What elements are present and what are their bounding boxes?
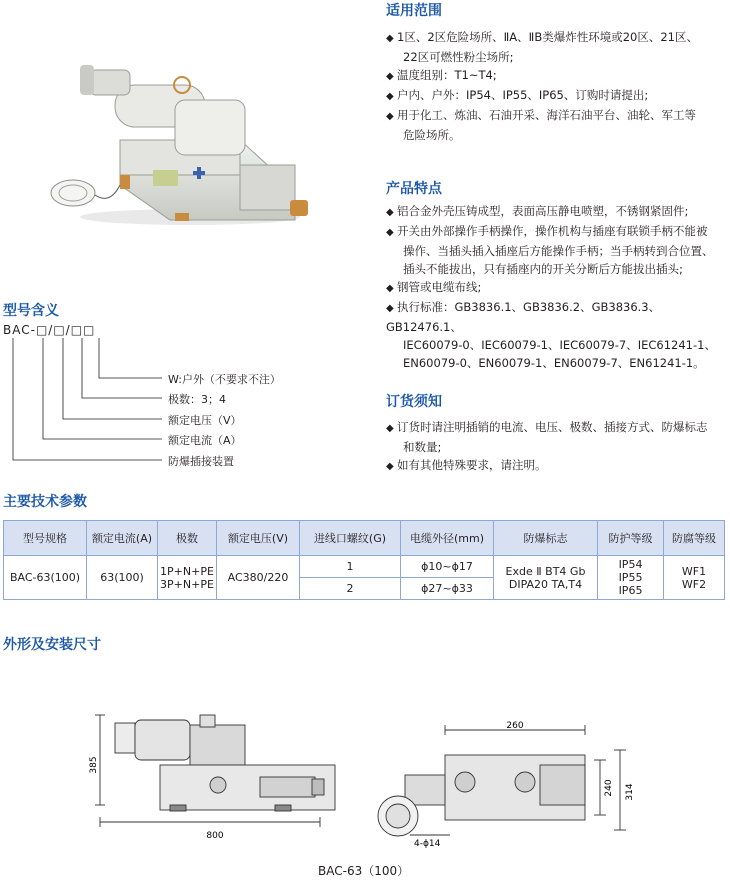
list-item-text: 温度组别：T1~T4; (397, 68, 497, 82)
list-item (386, 336, 726, 354)
protection-value: IP54 (618, 558, 643, 571)
protection-cell (598, 556, 664, 600)
list-item-text: 铝合金外壳压铸成型，表面高压静电喷塑，不锈钢紧固件; (397, 204, 689, 218)
header-cell: 防腐等级 (664, 521, 725, 556)
list-item-text: 订货时请注明插销的电流、电压、极数、插接方式、防爆标志 (397, 420, 708, 434)
dims-title: 外形及安装尺寸 (3, 637, 101, 653)
corrosion-value: WF2 (681, 577, 707, 591)
header-cell: 防爆标志 (494, 521, 598, 556)
header-cell: 额定电压(V) (217, 521, 300, 556)
exmark-cell (494, 556, 598, 600)
dim-top-width-label: 260 (506, 721, 524, 731)
list-item (386, 354, 726, 372)
bullet-icon: ◆ (386, 423, 394, 434)
header-cell: 型号规格 (4, 521, 87, 556)
poles-value: 3P+N+PE (160, 577, 214, 591)
exmark-value: Exde Ⅱ BT4 Gb (505, 564, 586, 578)
bullet-icon: ◆ (386, 111, 394, 122)
corrosion-cell (664, 556, 725, 600)
cable-cell: ϕ27~ϕ33 (401, 578, 494, 600)
model-cell: BAC-63(100) (4, 556, 87, 600)
bullet-icon: ◆ (386, 91, 394, 102)
bullet-icon: ◆ (386, 71, 394, 82)
list-item-text: 和数量; (403, 440, 442, 454)
list-item-text: EN60079-0、EN60079-1、EN60079-7、EN61241-1。 (403, 356, 705, 370)
header-cell: 防护等级 (598, 521, 664, 556)
dim-height-label: 385 (89, 756, 99, 774)
list-item (386, 222, 726, 242)
exmark-value: DIPA20 TA,T4 (508, 577, 583, 591)
bullet-icon: ◆ (386, 33, 394, 44)
list-item-text: IEC60079-0、IEC60079-1、IEC60079-7、IEC61241-1、 (403, 338, 716, 352)
header-cell: 进线口螺纹(G) (300, 521, 401, 556)
spec-table (3, 520, 725, 600)
model-code: BAC-□/□/□□ (3, 323, 96, 337)
top-view-drawing (370, 720, 645, 850)
poles-cell (158, 556, 217, 600)
list-item (386, 456, 726, 476)
list-item-text: 执行标准：GB3836.1、GB3836.2、GB3836.3、GB12476.1、 (386, 300, 661, 334)
list-item-text: 用于化工、炼油、石油开采、海洋石油平台、油轮、军工等 (397, 108, 696, 122)
list-item-text: 开关由外部操作手柄操作，操作机构与插座有联锁手柄不能被 (397, 224, 708, 238)
header-cell: 极数 (158, 521, 217, 556)
list-item-text: 22区可燃性粉尘场所; (403, 50, 514, 64)
front-view-drawing (80, 705, 350, 845)
list-item (386, 66, 726, 86)
corrosion-value: WF1 (681, 564, 707, 578)
scope-list (386, 28, 726, 144)
bullet-icon: ◆ (386, 283, 394, 294)
bullet-icon: ◆ (386, 227, 394, 238)
model-leader-lines (0, 330, 170, 465)
model-label-device: 防爆插接装置 (168, 455, 234, 468)
header-cell: 电缆外径(mm) (401, 521, 494, 556)
list-item (386, 28, 726, 48)
model-label-current: 额定电流（A） (168, 434, 242, 447)
current-cell: 63(100) (87, 556, 158, 600)
table-row (4, 556, 725, 578)
features-title: 产品特点 (386, 181, 442, 197)
list-item (386, 438, 726, 456)
model-label-voltage: 额定电压（V） (168, 414, 242, 427)
protection-value: IP55 (618, 571, 643, 584)
list-item-text: 插头不能拔出，只有插座内的开关分断后方能拔出插头; (403, 262, 683, 276)
scope-title: 适用范围 (386, 3, 442, 19)
list-item-text: 操作、当插头插入插座后方能操作手柄；当手柄转到合位置、 (403, 244, 714, 258)
model-label-w: W:户外（不要求不注） (168, 373, 281, 386)
tech-title: 主要技术参数 (3, 494, 87, 510)
thread-cell: 2 (300, 578, 401, 600)
features-list (386, 202, 726, 372)
model-label-poles: 极数：3；4 (168, 393, 226, 406)
table-header-row (4, 521, 725, 556)
bullet-icon: ◆ (386, 461, 394, 472)
list-item-text: 户内、户外：IP54、IP55、IP65、订购时请提出; (397, 88, 649, 102)
product-photo (45, 45, 335, 235)
model-title: 型号含义 (3, 303, 59, 319)
ordering-title: 订货须知 (386, 394, 442, 410)
dims-caption: BAC-63（100） (318, 864, 410, 878)
header-cell: 额定电流(A) (87, 521, 158, 556)
list-item (386, 418, 726, 438)
dim-outer-height-label: 314 (625, 783, 635, 801)
list-item (386, 242, 726, 260)
list-item-text: 如有其他特殊要求，请注明。 (397, 458, 547, 472)
list-item (386, 48, 726, 66)
cable-cell: ϕ10~ϕ17 (401, 556, 494, 578)
thread-cell: 1 (300, 556, 401, 578)
dim-inner-height-label: 240 (604, 779, 614, 797)
dim-holes-label: 4-ϕ14 (414, 839, 441, 849)
list-item (386, 202, 726, 222)
list-item-text: 危险场所。 (403, 128, 461, 142)
list-item-text: 1区、2区危险场所、ⅡA、ⅡB类爆炸性环境或20区、21区、 (397, 30, 698, 44)
protection-value: IP65 (618, 584, 643, 597)
list-item (386, 106, 726, 126)
voltage-cell: AC380/220 (217, 556, 300, 600)
ordering-list (386, 418, 726, 476)
bullet-icon: ◆ (386, 207, 394, 218)
bullet-icon: ◆ (386, 303, 394, 314)
poles-value: 1P+N+PE (160, 564, 214, 578)
list-item-text: 钢管或电缆布线; (397, 280, 482, 294)
list-item (386, 278, 726, 298)
list-item (386, 298, 726, 336)
list-item (386, 126, 726, 144)
dim-width-label: 800 (206, 831, 224, 841)
list-item (386, 260, 726, 278)
list-item (386, 86, 726, 106)
